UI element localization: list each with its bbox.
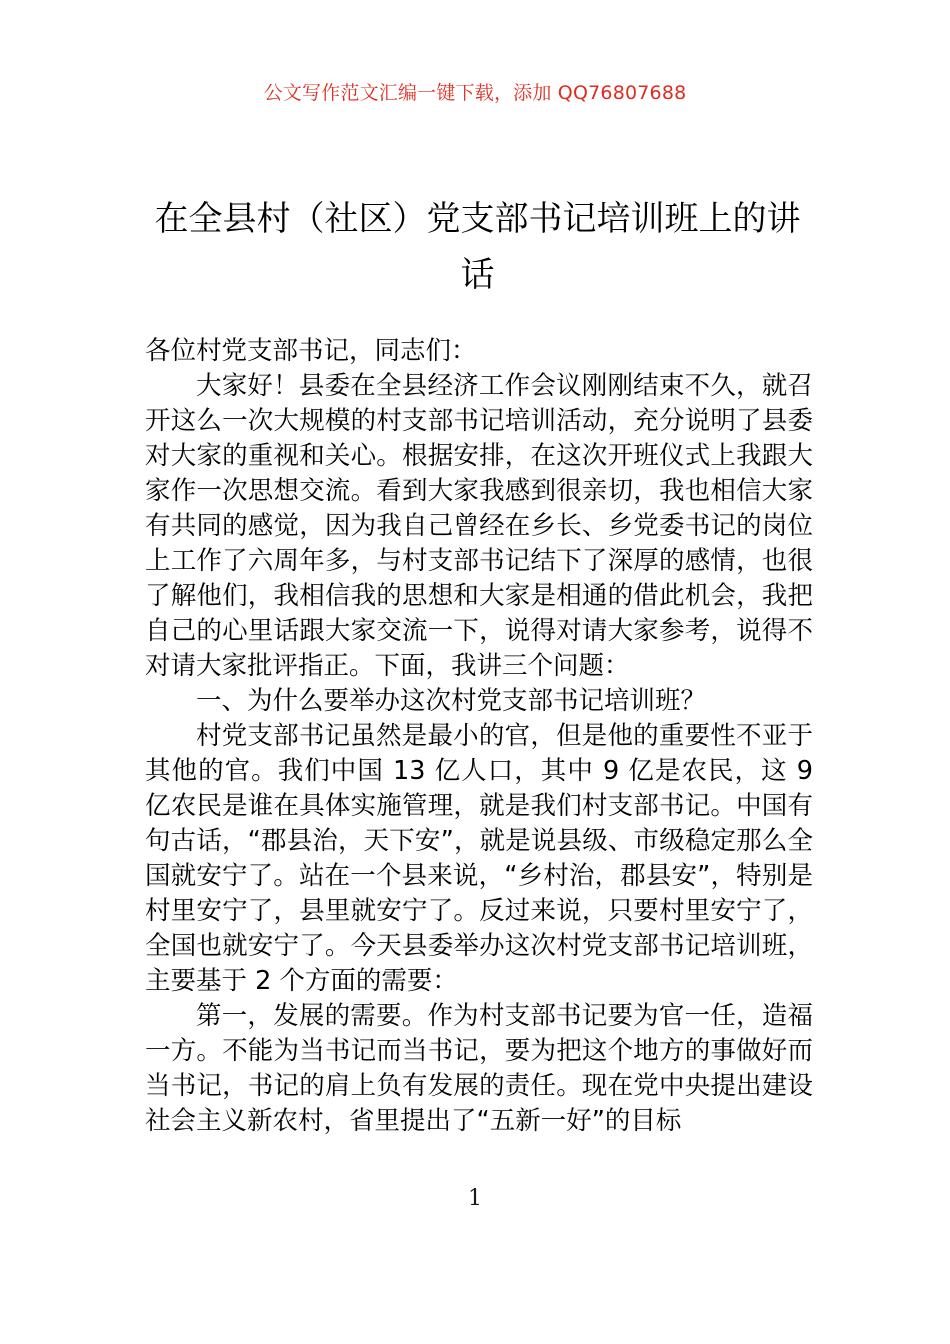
paragraph-opening-remarks: 大家好！县委在全县经济工作会议刚刚结束不久，就召开这么一次大规模的村支部书记培训活动，充分说明了县委对大家的重视和关心。根据安排，在这次开班仪式上我跟大家作一次思想交流。看到大家我感到很亲切，我也相信大家有共同的感觉，因为我自己曾经在乡长、乡党委书记的岗位上工作了六周年多，与村支部书记结下了深厚的感情，也很了解他们，我相信我的思想和大家是相通的借此机会，我把自己的心里话跟大家交流一下，说得对请大家参考，说得不对请大家批评指正。下面，我讲三个问题： [145,371,813,681]
document-title: 在全县村（社区）党支部书记培训班上的讲话 [154,198,801,295]
promo-header-text: 公文写作范文汇编一键下载，添加 QQ76807688 [263,82,687,104]
paragraph-point-one: 第一，发展的需要。作为村支部书记要为官一任，造福一方。不能为当书记而当书记，要为把这个地方的事做好而当书记，书记的肩上负有发展的责任。现在党中央提出建设社会主义新农村，省里提出了“五新一好”的目标 [145,1001,813,1136]
document-body [145,334,813,1139]
paragraph-section-one-heading: 一、为什么要举办这次村党支部书记培训班？ [196,686,707,716]
paragraph-section-one-body: 村党支部书记虽然是最小的官，但是他的重要性不亚于其他的官。我们中国 13 亿人口，其中 9 亿是农民，这 9 亿农民是谁在具体实施管理，就是我们村支部书记。中国有句古话，“郡县治，天下安”，就是说县级、市级稳定那么全国就安宁了。站在一个县来说，“乡村治，郡县安”，特别是村里安宁了，县里就安宁了。反过来说，只要村里安宁了，全国也就安宁了。今天县委举办这次村党支部书记培训班，主要基于 2 个方面的需要： [145,721,813,996]
page-number: 1 [468,1186,482,1211]
paragraph-salutation: 各位村党支部书记，同志们： [145,336,477,366]
